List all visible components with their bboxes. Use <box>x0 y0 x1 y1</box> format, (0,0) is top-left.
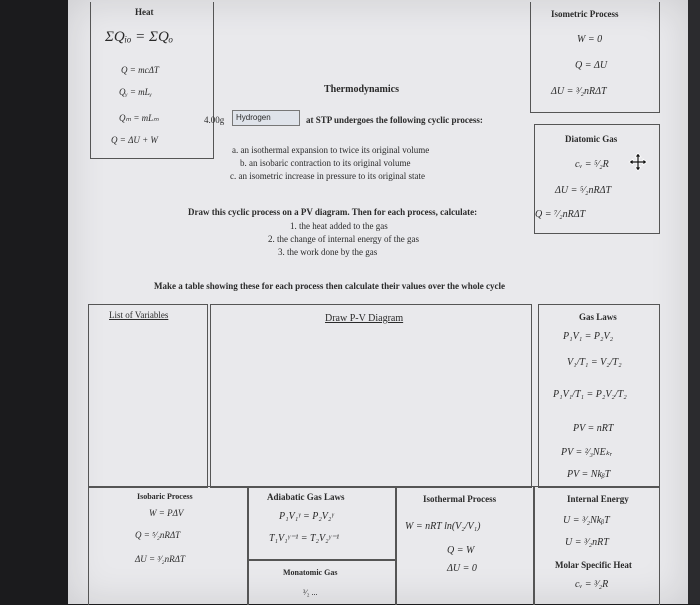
internal-energy-equation-2: U = ³⁄₂nRT <box>565 537 609 548</box>
diatomic-title: Diatomic Gas <box>565 134 618 144</box>
adiabatic-equation-1: P₁V₁ᵞ = P₂V₂ᵞ <box>279 511 334 522</box>
amount-text: 4.00g <box>204 115 225 125</box>
isothermal-equation-2: Q = W <box>447 545 475 556</box>
heat-equation-1: Q = mcΔT <box>121 65 159 75</box>
gas-law-5: PV = ²⁄₃NEₖᵣ <box>561 447 613 458</box>
gas-law-6: PV = NkᵦT <box>567 469 611 480</box>
variables-box[interactable] <box>88 304 208 488</box>
heat-equation-3: Qₘ = mLₘ <box>119 113 159 123</box>
step-c: c. an isometric increase in pressure to its original state <box>230 171 425 181</box>
pv-diagram-title: Draw P-V Diagram <box>325 313 404 324</box>
diatomic-equation-1: cᵥ = ⁵⁄₂R <box>575 159 609 170</box>
isobaric-equation-1: W = PΔV <box>149 508 184 518</box>
subject-title: Thermodynamics <box>324 84 399 95</box>
isothermal-title: Isothermal Process <box>423 494 497 504</box>
table-instruction: Make a table showing these for each process then calculate their values over the whole cycle <box>154 281 506 291</box>
gas-law-3: P₁V₁/T₁ = P₂V₂/T₂ <box>553 389 627 400</box>
diatomic-box <box>534 124 660 234</box>
monatomic-title: Monatomic Gas <box>283 568 338 577</box>
internal-energy-equation-4: cᵥ = ³⁄₂R <box>575 579 609 590</box>
diatomic-equation-3: Q = ⁷⁄₂nRΔT <box>535 209 586 220</box>
instruction-text: Draw this cyclic process on a PV diagram. Then for each process, calculate: <box>188 207 478 217</box>
adiabatic-equation-2: T₁V₁ᵞ⁻¹ = T₂V₂ᵞ⁻¹ <box>269 533 340 544</box>
step-a: a. an isothermal expansion to twice its original volume <box>232 145 430 155</box>
worksheet-page <box>68 0 688 604</box>
step-b: b. an isobaric contraction to its original volume <box>240 158 411 168</box>
isothermal-equation-1: W = nRT ln(V₂/V₁) <box>405 521 481 532</box>
isobaric-equation-2: Q = ⁵⁄₂nRΔT <box>135 530 181 540</box>
calc-item-1: 1. the heat added to the gas <box>290 221 388 231</box>
variables-title: List of Variables <box>109 310 169 320</box>
gas-law-4: PV = nRT <box>573 423 614 434</box>
gas-law-2: V₁/T₁ = V₂/T₂ <box>567 357 622 368</box>
internal-energy-box <box>534 486 660 605</box>
adiabatic-box <box>248 486 396 560</box>
isobaric-title: Isobaric Process <box>137 492 193 501</box>
isobaric-box <box>88 486 248 605</box>
heat-title: Heat <box>135 7 154 17</box>
monatomic-box <box>248 560 396 605</box>
isothermal-equation-3: ΔU = 0 <box>447 563 477 574</box>
isobaric-equation-3: ΔU = ³⁄₂nRΔT <box>135 554 185 564</box>
heat-equation-4: Q = ΔU + W <box>111 135 158 145</box>
diatomic-equation-2: ΔU = ⁵⁄₂nRΔT <box>555 185 612 196</box>
gas-input-field[interactable]: Hydrogen <box>232 110 300 126</box>
calc-item-3: 3. the work done by the gas <box>278 247 378 257</box>
isometric-title: Isometric Process <box>551 9 619 19</box>
heat-equation-2: Qᵧ = mLᵧ <box>119 87 152 97</box>
isometric-equation-1: W = 0 <box>577 34 603 45</box>
isometric-equation-2: Q = ΔU <box>575 60 608 71</box>
heat-box <box>90 2 214 159</box>
pv-diagram-box[interactable] <box>210 304 532 488</box>
gas-laws-title: Gas Laws <box>579 312 617 322</box>
isometric-box <box>530 2 660 113</box>
molar-specific-heat-label: Molar Specific Heat <box>555 560 632 570</box>
internal-energy-title: Internal Energy <box>567 494 629 504</box>
calc-item-2: 2. the change of internal energy of the gas <box>268 234 420 244</box>
gas-laws-box <box>538 304 660 488</box>
adiabatic-title: Adiabatic Gas Laws <box>267 492 345 502</box>
gas-law-1: P₁V₁ = P₂V₂ <box>563 331 614 342</box>
right-page-edge <box>688 0 700 604</box>
heat-sum-equation: ΣQᵢₒ = ΣQₒ <box>105 29 174 45</box>
monatomic-equation-1: ³⁄₂ ... <box>303 588 318 597</box>
isometric-equation-3: ΔU = ³⁄₂nRΔT <box>551 86 607 97</box>
move-cursor-icon <box>628 152 648 172</box>
isothermal-box <box>396 486 534 605</box>
problem-statement: at STP undergoes the following cyclic process: <box>306 115 483 125</box>
internal-energy-equation-1: U = ³⁄₂NkᵦT <box>563 515 610 526</box>
